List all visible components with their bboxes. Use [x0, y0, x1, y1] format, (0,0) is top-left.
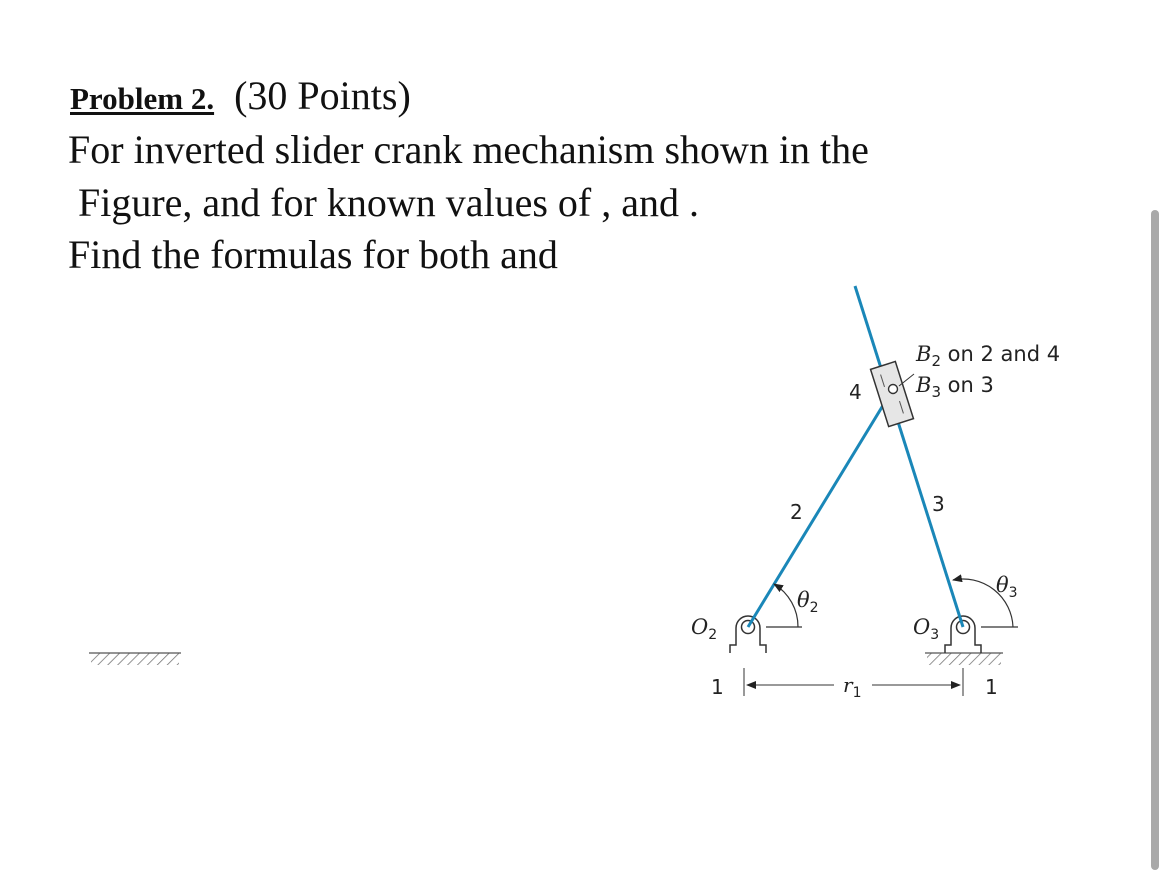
pivot-support-o3 [945, 616, 981, 653]
link-4-label: 4 [849, 380, 862, 404]
b3-label: $B_3$ on 3 [916, 373, 994, 401]
problem-text-line-2: Figure, and for known values of , and . [78, 180, 699, 225]
problem-number: Problem 2. [70, 81, 215, 116]
o2-label: $O_2$ [691, 615, 718, 643]
theta2-label: $\theta_2$ [797, 588, 819, 616]
link-3-label: 3 [932, 492, 945, 516]
b2-label: $B_2$ on 2 and 4 [916, 342, 1061, 370]
ground-hatch-right [927, 653, 1001, 665]
theta3-label: $\theta_3$ [996, 573, 1018, 601]
ground-label-left: 1 [711, 675, 724, 699]
vertical-scrollbar[interactable] [1151, 210, 1159, 870]
link-2-label: 2 [790, 500, 803, 524]
theta2-arc [774, 584, 798, 627]
pin-b [889, 385, 898, 394]
pivot-support-o2 [730, 616, 766, 653]
problem-points: (30 Points) [234, 73, 411, 118]
problem-text-line-3: Find the formulas for both and [68, 232, 558, 277]
link-2 [748, 389, 893, 627]
link-3 [855, 286, 963, 627]
problem-text-line-1: For inverted slider crank mechanism shown in the [68, 127, 869, 172]
ground-hatch-left [91, 653, 179, 665]
o3-label: $O_3$ [913, 615, 940, 643]
r1-label: $r_1$ [843, 673, 862, 701]
ground-label-right: 1 [985, 675, 998, 699]
